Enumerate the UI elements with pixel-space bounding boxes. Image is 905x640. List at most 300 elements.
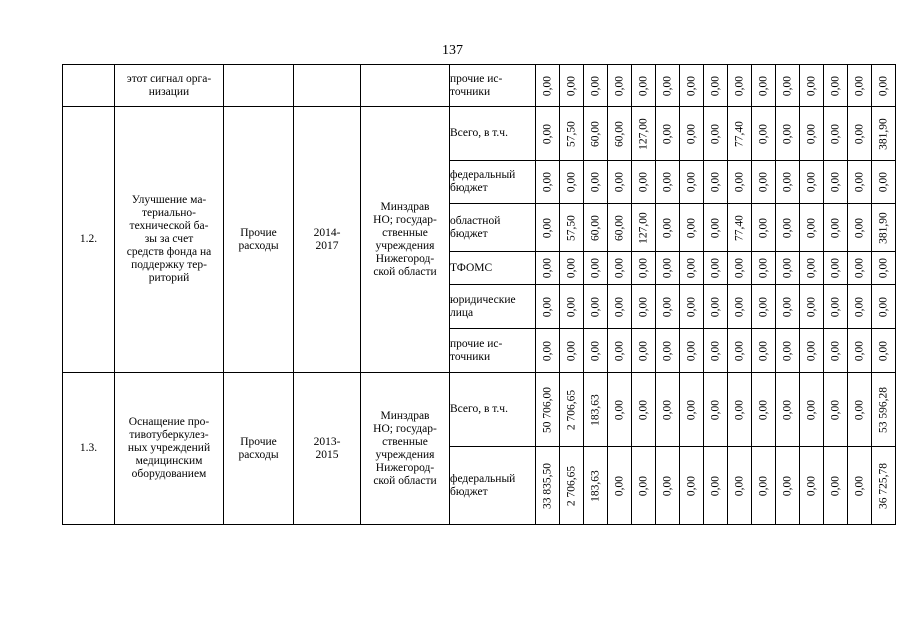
value-text: 0,00 (733, 75, 745, 96)
value-text: 0,00 (709, 75, 721, 96)
value-text: 0,00 (709, 340, 721, 361)
value-text: 0,00 (733, 399, 745, 420)
value-text: 0,00 (757, 171, 769, 193)
value-cell (824, 285, 848, 329)
value-cell (824, 204, 848, 252)
value-text: 0,00 (637, 75, 649, 96)
value-text: 0,00 (805, 75, 817, 96)
value-cell (824, 107, 848, 161)
source-cell: юридические лица (450, 285, 536, 329)
value-cell (536, 285, 560, 329)
value-cell (872, 107, 896, 161)
value-text: 0,00 (781, 399, 793, 420)
value-text: 183,63 (589, 393, 601, 426)
value-cell (824, 447, 848, 525)
period-cell: 2013- 2015 (294, 373, 361, 525)
value-cell (728, 65, 752, 107)
value-text: 0,00 (541, 171, 553, 193)
value-text: 0,00 (637, 399, 649, 420)
value-text: 0,00 (589, 171, 601, 193)
value-cell (536, 447, 560, 525)
value-text: 0,00 (853, 296, 865, 317)
value-cell (752, 373, 776, 447)
value-text: 0,00 (781, 340, 793, 361)
value-text: 0,00 (757, 475, 769, 496)
value-text: 0,00 (613, 296, 625, 317)
value-text: 0,00 (613, 171, 625, 193)
value-text: 0,00 (733, 340, 745, 361)
value-text: 0,00 (661, 475, 673, 496)
value-text: 0,00 (757, 75, 769, 96)
value-cell (872, 329, 896, 373)
value-cell (680, 447, 704, 525)
value-text: 0,00 (613, 75, 625, 96)
value-text: 2 706,65 (565, 465, 577, 506)
value-text: 50 706,00 (541, 386, 553, 433)
value-text: 77,40 (733, 214, 745, 241)
executor-cell (361, 65, 450, 107)
value-text: 381,90 (877, 211, 889, 244)
value-text: 0,00 (685, 171, 697, 193)
value-cell (776, 373, 800, 447)
value-text: 0,00 (757, 257, 769, 279)
value-text: 0,00 (805, 340, 817, 361)
value-cell (728, 373, 752, 447)
value-cell (824, 161, 848, 204)
value-text: 0,00 (709, 257, 721, 279)
executor-cell: Минздрав НО; государ- ственные учреждения Нижегород- ской области (361, 107, 450, 373)
value-cell (656, 285, 680, 329)
value-cell (776, 329, 800, 373)
value-cell (584, 204, 608, 252)
value-cell (848, 107, 872, 161)
value-text: 0,00 (685, 75, 697, 96)
value-cell (608, 107, 632, 161)
value-cell (680, 252, 704, 285)
value-cell (632, 329, 656, 373)
value-text: 0,00 (757, 296, 769, 317)
table-row (63, 65, 896, 107)
value-cell (656, 204, 680, 252)
value-cell (536, 329, 560, 373)
value-text: 0,00 (877, 340, 889, 361)
value-text: 0,00 (541, 257, 553, 279)
value-text: 0,00 (805, 296, 817, 317)
value-cell (680, 107, 704, 161)
value-text: 0,00 (781, 475, 793, 496)
value-cell (656, 252, 680, 285)
value-text: 0,00 (541, 296, 553, 317)
value-cell (536, 252, 560, 285)
source-cell: федеральный бюджет (450, 161, 536, 204)
value-cell (608, 285, 632, 329)
value-text: 0,00 (709, 399, 721, 420)
value-text: 0,00 (565, 171, 577, 193)
value-text: 0,00 (733, 475, 745, 496)
value-cell (776, 447, 800, 525)
value-cell (776, 204, 800, 252)
value-cell (752, 329, 776, 373)
value-cell (728, 329, 752, 373)
source-cell: Всего, в т.ч. (450, 107, 536, 161)
value-text: 0,00 (829, 123, 841, 144)
value-text: 0,00 (805, 123, 817, 144)
value-cell (632, 285, 656, 329)
value-text: 0,00 (829, 257, 841, 279)
value-text: 0,00 (661, 399, 673, 420)
value-cell (824, 252, 848, 285)
value-cell (632, 252, 656, 285)
value-text: 0,00 (541, 217, 553, 238)
value-cell (584, 373, 608, 447)
value-cell (752, 252, 776, 285)
value-text: 60,00 (613, 214, 625, 241)
value-cell (728, 447, 752, 525)
value-text: 0,00 (877, 257, 889, 279)
value-text: 0,00 (733, 257, 745, 279)
value-text: 0,00 (853, 217, 865, 238)
source-cell: Всего, в т.ч. (450, 373, 536, 447)
value-cell (824, 329, 848, 373)
value-cell (656, 447, 680, 525)
value-cell (584, 285, 608, 329)
period-cell: 2014- 2017 (294, 107, 361, 373)
value-text: 0,00 (757, 340, 769, 361)
expense-cell (224, 65, 294, 107)
value-cell (536, 204, 560, 252)
value-text: 0,00 (685, 340, 697, 361)
value-cell (680, 161, 704, 204)
value-cell (536, 373, 560, 447)
row-number: 1.3. (63, 373, 115, 525)
value-cell (680, 329, 704, 373)
value-cell (608, 373, 632, 447)
value-text: 0,00 (877, 171, 889, 193)
value-cell (752, 65, 776, 107)
value-text: 0,00 (709, 123, 721, 144)
value-text: 0,00 (733, 296, 745, 317)
table-bottom-rule (63, 525, 896, 526)
value-cell (608, 161, 632, 204)
value-cell (632, 107, 656, 161)
source-cell: областной бюджет (450, 204, 536, 252)
value-text: 0,00 (829, 399, 841, 420)
value-cell (560, 161, 584, 204)
value-cell (752, 107, 776, 161)
value-text: 36 725,78 (877, 462, 889, 509)
value-cell (704, 329, 728, 373)
value-text: 0,00 (877, 75, 889, 96)
value-text: 2 706,65 (565, 389, 577, 430)
value-cell (776, 252, 800, 285)
source-cell: прочие ис- точники (450, 329, 536, 373)
table-bottom-rule (63, 525, 896, 526)
value-text: 0,00 (613, 399, 625, 420)
value-cell (608, 329, 632, 373)
value-text: 0,00 (589, 257, 601, 279)
source-cell: ТФОМС (450, 252, 536, 285)
value-text: 57,50 (565, 120, 577, 147)
value-text: 0,00 (829, 75, 841, 96)
value-cell (872, 65, 896, 107)
value-cell (680, 204, 704, 252)
value-text: 0,00 (613, 340, 625, 361)
value-cell (680, 373, 704, 447)
source-cell: федеральный бюджет (450, 447, 536, 525)
value-text: 0,00 (709, 296, 721, 317)
value-cell (632, 373, 656, 447)
value-cell (824, 373, 848, 447)
value-cell (752, 447, 776, 525)
value-cell (728, 285, 752, 329)
value-text: 0,00 (685, 399, 697, 420)
value-cell (536, 161, 560, 204)
value-text: 183,63 (589, 469, 601, 502)
value-cell (704, 285, 728, 329)
page-number: 137 (442, 43, 463, 58)
value-text: 0,00 (853, 340, 865, 361)
value-text: 0,00 (757, 123, 769, 144)
value-text: 0,00 (685, 296, 697, 317)
value-cell (584, 107, 608, 161)
value-text: 0,00 (805, 217, 817, 238)
value-text: 0,00 (685, 475, 697, 496)
value-cell (704, 204, 728, 252)
value-cell (608, 204, 632, 252)
value-cell (560, 285, 584, 329)
value-cell (848, 285, 872, 329)
value-text: 0,00 (805, 399, 817, 420)
value-text: 0,00 (637, 340, 649, 361)
value-cell (872, 447, 896, 525)
value-text: 0,00 (637, 257, 649, 279)
value-text: 0,00 (541, 123, 553, 144)
value-cell (776, 107, 800, 161)
value-cell (848, 65, 872, 107)
executor-cell: Минздрав НО; государ- ственные учреждения Нижегород- ской области (361, 373, 450, 525)
value-text: 0,00 (709, 217, 721, 238)
value-cell (560, 107, 584, 161)
value-cell (776, 161, 800, 204)
value-cell (776, 65, 800, 107)
value-cell (800, 285, 824, 329)
value-cell (800, 107, 824, 161)
value-text: 0,00 (709, 475, 721, 496)
value-cell (848, 329, 872, 373)
value-cell (536, 107, 560, 161)
value-cell (584, 161, 608, 204)
value-cell (632, 65, 656, 107)
value-text: 60,00 (589, 214, 601, 241)
description-cell: этот сигнал орга- низации (115, 65, 224, 107)
value-text: 127,00 (637, 211, 649, 244)
value-cell (848, 252, 872, 285)
value-text: 0,00 (685, 123, 697, 144)
value-text: 0,00 (781, 217, 793, 238)
value-cell (728, 107, 752, 161)
value-cell (704, 107, 728, 161)
value-cell (704, 161, 728, 204)
expense-cell: Прочие расходы (224, 373, 294, 525)
value-cell (872, 204, 896, 252)
value-text: 60,00 (589, 120, 601, 147)
value-text: 0,00 (829, 296, 841, 317)
value-cell (656, 65, 680, 107)
value-cell (800, 65, 824, 107)
value-cell (680, 285, 704, 329)
value-cell (704, 252, 728, 285)
value-cell (560, 329, 584, 373)
value-text: 0,00 (637, 475, 649, 496)
description-cell: Улучшение ма- териально- технической ба- зы за счет средств фонда на поддержку тер- риторий (115, 107, 224, 373)
value-text: 0,00 (661, 217, 673, 238)
value-text: 0,00 (613, 257, 625, 279)
value-cell (824, 65, 848, 107)
value-text: 0,00 (565, 340, 577, 361)
value-cell (584, 65, 608, 107)
value-text: 0,00 (661, 75, 673, 96)
value-text: 0,00 (829, 171, 841, 193)
row-number: 1.2. (63, 107, 115, 373)
value-text: 0,00 (661, 340, 673, 361)
value-cell (560, 204, 584, 252)
value-cell (608, 447, 632, 525)
value-cell (800, 373, 824, 447)
value-cell (584, 447, 608, 525)
value-cell (560, 65, 584, 107)
value-text: 0,00 (781, 75, 793, 96)
value-text: 0,00 (661, 296, 673, 317)
value-text: 0,00 (589, 296, 601, 317)
value-text: 0,00 (781, 296, 793, 317)
value-text: 0,00 (685, 217, 697, 238)
value-cell (560, 447, 584, 525)
value-text: 0,00 (589, 75, 601, 96)
value-cell (704, 447, 728, 525)
value-text: 0,00 (757, 217, 769, 238)
table-row (63, 373, 896, 447)
value-text: 0,00 (613, 475, 625, 496)
value-cell (848, 447, 872, 525)
value-text: 381,90 (877, 117, 889, 150)
value-text: 0,00 (733, 171, 745, 193)
value-text: 0,00 (853, 75, 865, 96)
value-text: 0,00 (661, 171, 673, 193)
value-text: 0,00 (829, 475, 841, 496)
value-text: 0,00 (685, 257, 697, 279)
value-text: 0,00 (565, 257, 577, 279)
value-cell (584, 252, 608, 285)
value-cell (872, 252, 896, 285)
value-text: 0,00 (853, 171, 865, 193)
value-text: 0,00 (853, 123, 865, 144)
value-text: 60,00 (613, 120, 625, 147)
value-cell (656, 107, 680, 161)
value-text: 0,00 (853, 399, 865, 420)
value-cell (800, 329, 824, 373)
value-text: 0,00 (829, 340, 841, 361)
value-text: 0,00 (781, 123, 793, 144)
value-cell (680, 65, 704, 107)
value-text: 0,00 (805, 257, 817, 279)
value-cell (560, 252, 584, 285)
value-text: 33 835,50 (541, 462, 553, 509)
value-cell (728, 161, 752, 204)
value-cell (848, 373, 872, 447)
value-text: 0,00 (565, 75, 577, 96)
value-cell (584, 329, 608, 373)
value-cell (752, 161, 776, 204)
value-text: 0,00 (781, 171, 793, 193)
value-text: 0,00 (805, 475, 817, 496)
value-cell (800, 161, 824, 204)
value-cell (656, 373, 680, 447)
value-text: 0,00 (589, 340, 601, 361)
value-cell (872, 161, 896, 204)
value-text: 0,00 (637, 171, 649, 193)
value-text: 0,00 (877, 296, 889, 317)
table-row (63, 107, 896, 161)
value-cell (656, 161, 680, 204)
value-cell (776, 285, 800, 329)
value-cell (536, 65, 560, 107)
value-cell (728, 252, 752, 285)
value-text: 0,00 (853, 475, 865, 496)
value-text: 0,00 (661, 123, 673, 144)
value-text: 0,00 (565, 296, 577, 317)
value-text: 0,00 (805, 171, 817, 193)
period-cell (294, 65, 361, 107)
value-text: 77,40 (733, 120, 745, 147)
value-cell (608, 252, 632, 285)
value-cell (800, 252, 824, 285)
value-cell (632, 161, 656, 204)
value-cell (848, 204, 872, 252)
value-text: 0,00 (541, 340, 553, 361)
description-cell: Оснащение про- тивотуберкулез- ных учреждений медицинским оборудованием (115, 373, 224, 525)
source-cell: прочие ис- точники (450, 65, 536, 107)
value-text: 0,00 (661, 257, 673, 279)
number-cell (63, 65, 115, 107)
value-text: 0,00 (781, 257, 793, 279)
value-cell (656, 329, 680, 373)
value-text: 0,00 (541, 75, 553, 96)
value-cell (728, 204, 752, 252)
value-cell (872, 285, 896, 329)
value-cell (704, 65, 728, 107)
value-cell (608, 65, 632, 107)
expense-cell: Прочие расходы (224, 107, 294, 373)
value-text: 0,00 (709, 171, 721, 193)
value-cell (632, 447, 656, 525)
value-text: 57,50 (565, 214, 577, 241)
value-text: 127,00 (637, 117, 649, 150)
value-text: 0,00 (829, 217, 841, 238)
value-text: 0,00 (757, 399, 769, 420)
value-text: 0,00 (637, 296, 649, 317)
value-text: 53 596,28 (877, 386, 889, 433)
value-cell (560, 373, 584, 447)
value-cell (872, 373, 896, 447)
value-cell (800, 204, 824, 252)
value-cell (800, 447, 824, 525)
value-cell (704, 373, 728, 447)
value-text: 0,00 (853, 257, 865, 279)
value-cell (752, 285, 776, 329)
value-cell (848, 161, 872, 204)
value-cell (632, 204, 656, 252)
budget-table (62, 64, 896, 525)
